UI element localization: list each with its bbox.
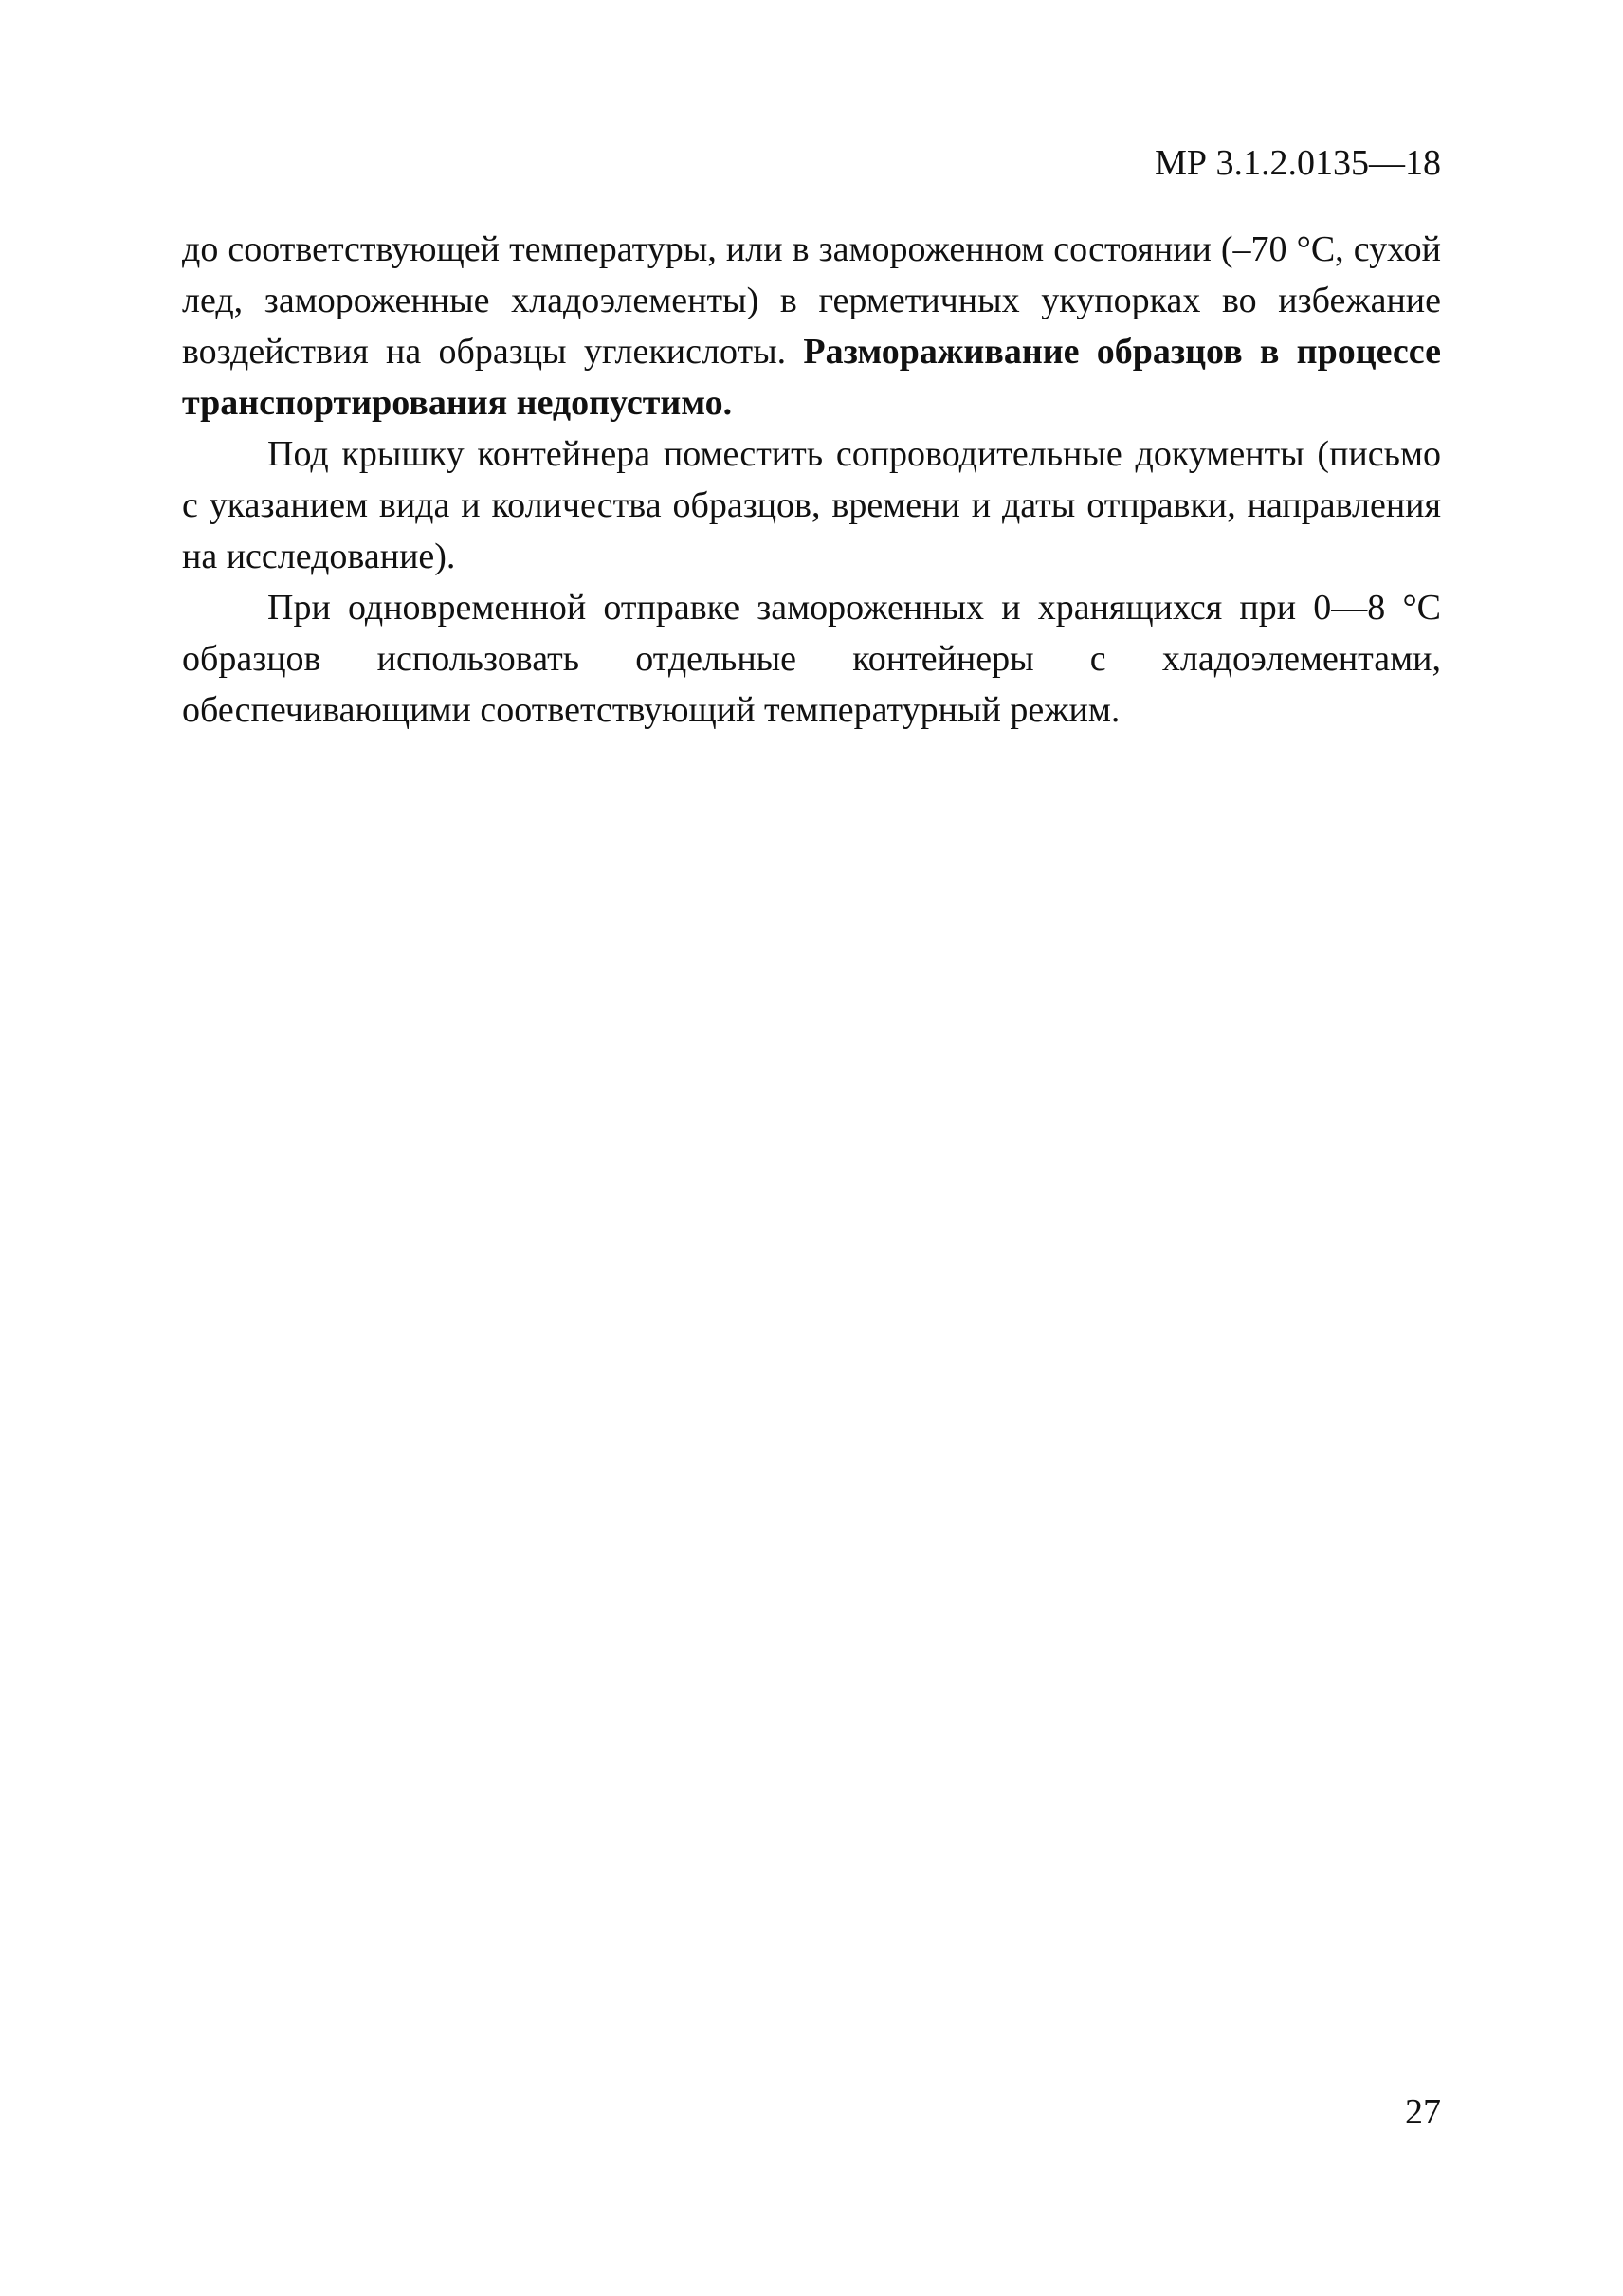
page-number: 27 — [1405, 2092, 1441, 2132]
document-body — [182, 224, 1441, 736]
paragraph-1-text: до соответствующей температуры, или в замороженном состоянии (–70 °С, сухой лед, замороженные хладоэлементы) в герметичных укупорках во избежание воздействия на образцы углекислоты. — [182, 229, 1441, 372]
document-code-header: МР 3.1.2.0135—18 — [1155, 143, 1441, 183]
paragraph-1 — [182, 224, 1441, 428]
paragraph-3: При одновременной отправке замороженных и хранящихся при 0—8 °С образцов использовать отдельные контейнеры с хладоэлементами, обеспечивающими соответствующий температурный режим. — [182, 588, 1441, 730]
paragraph-2: Под крышку контейнера поместить сопроводительные документы (письмо с указанием вида и количества образцов, времени и даты отправки, направления на исследование). — [182, 434, 1441, 576]
paragraph-1-bold-warning: Размораживание образцов в процессе транспортирования недопустимо. — [182, 332, 1441, 423]
